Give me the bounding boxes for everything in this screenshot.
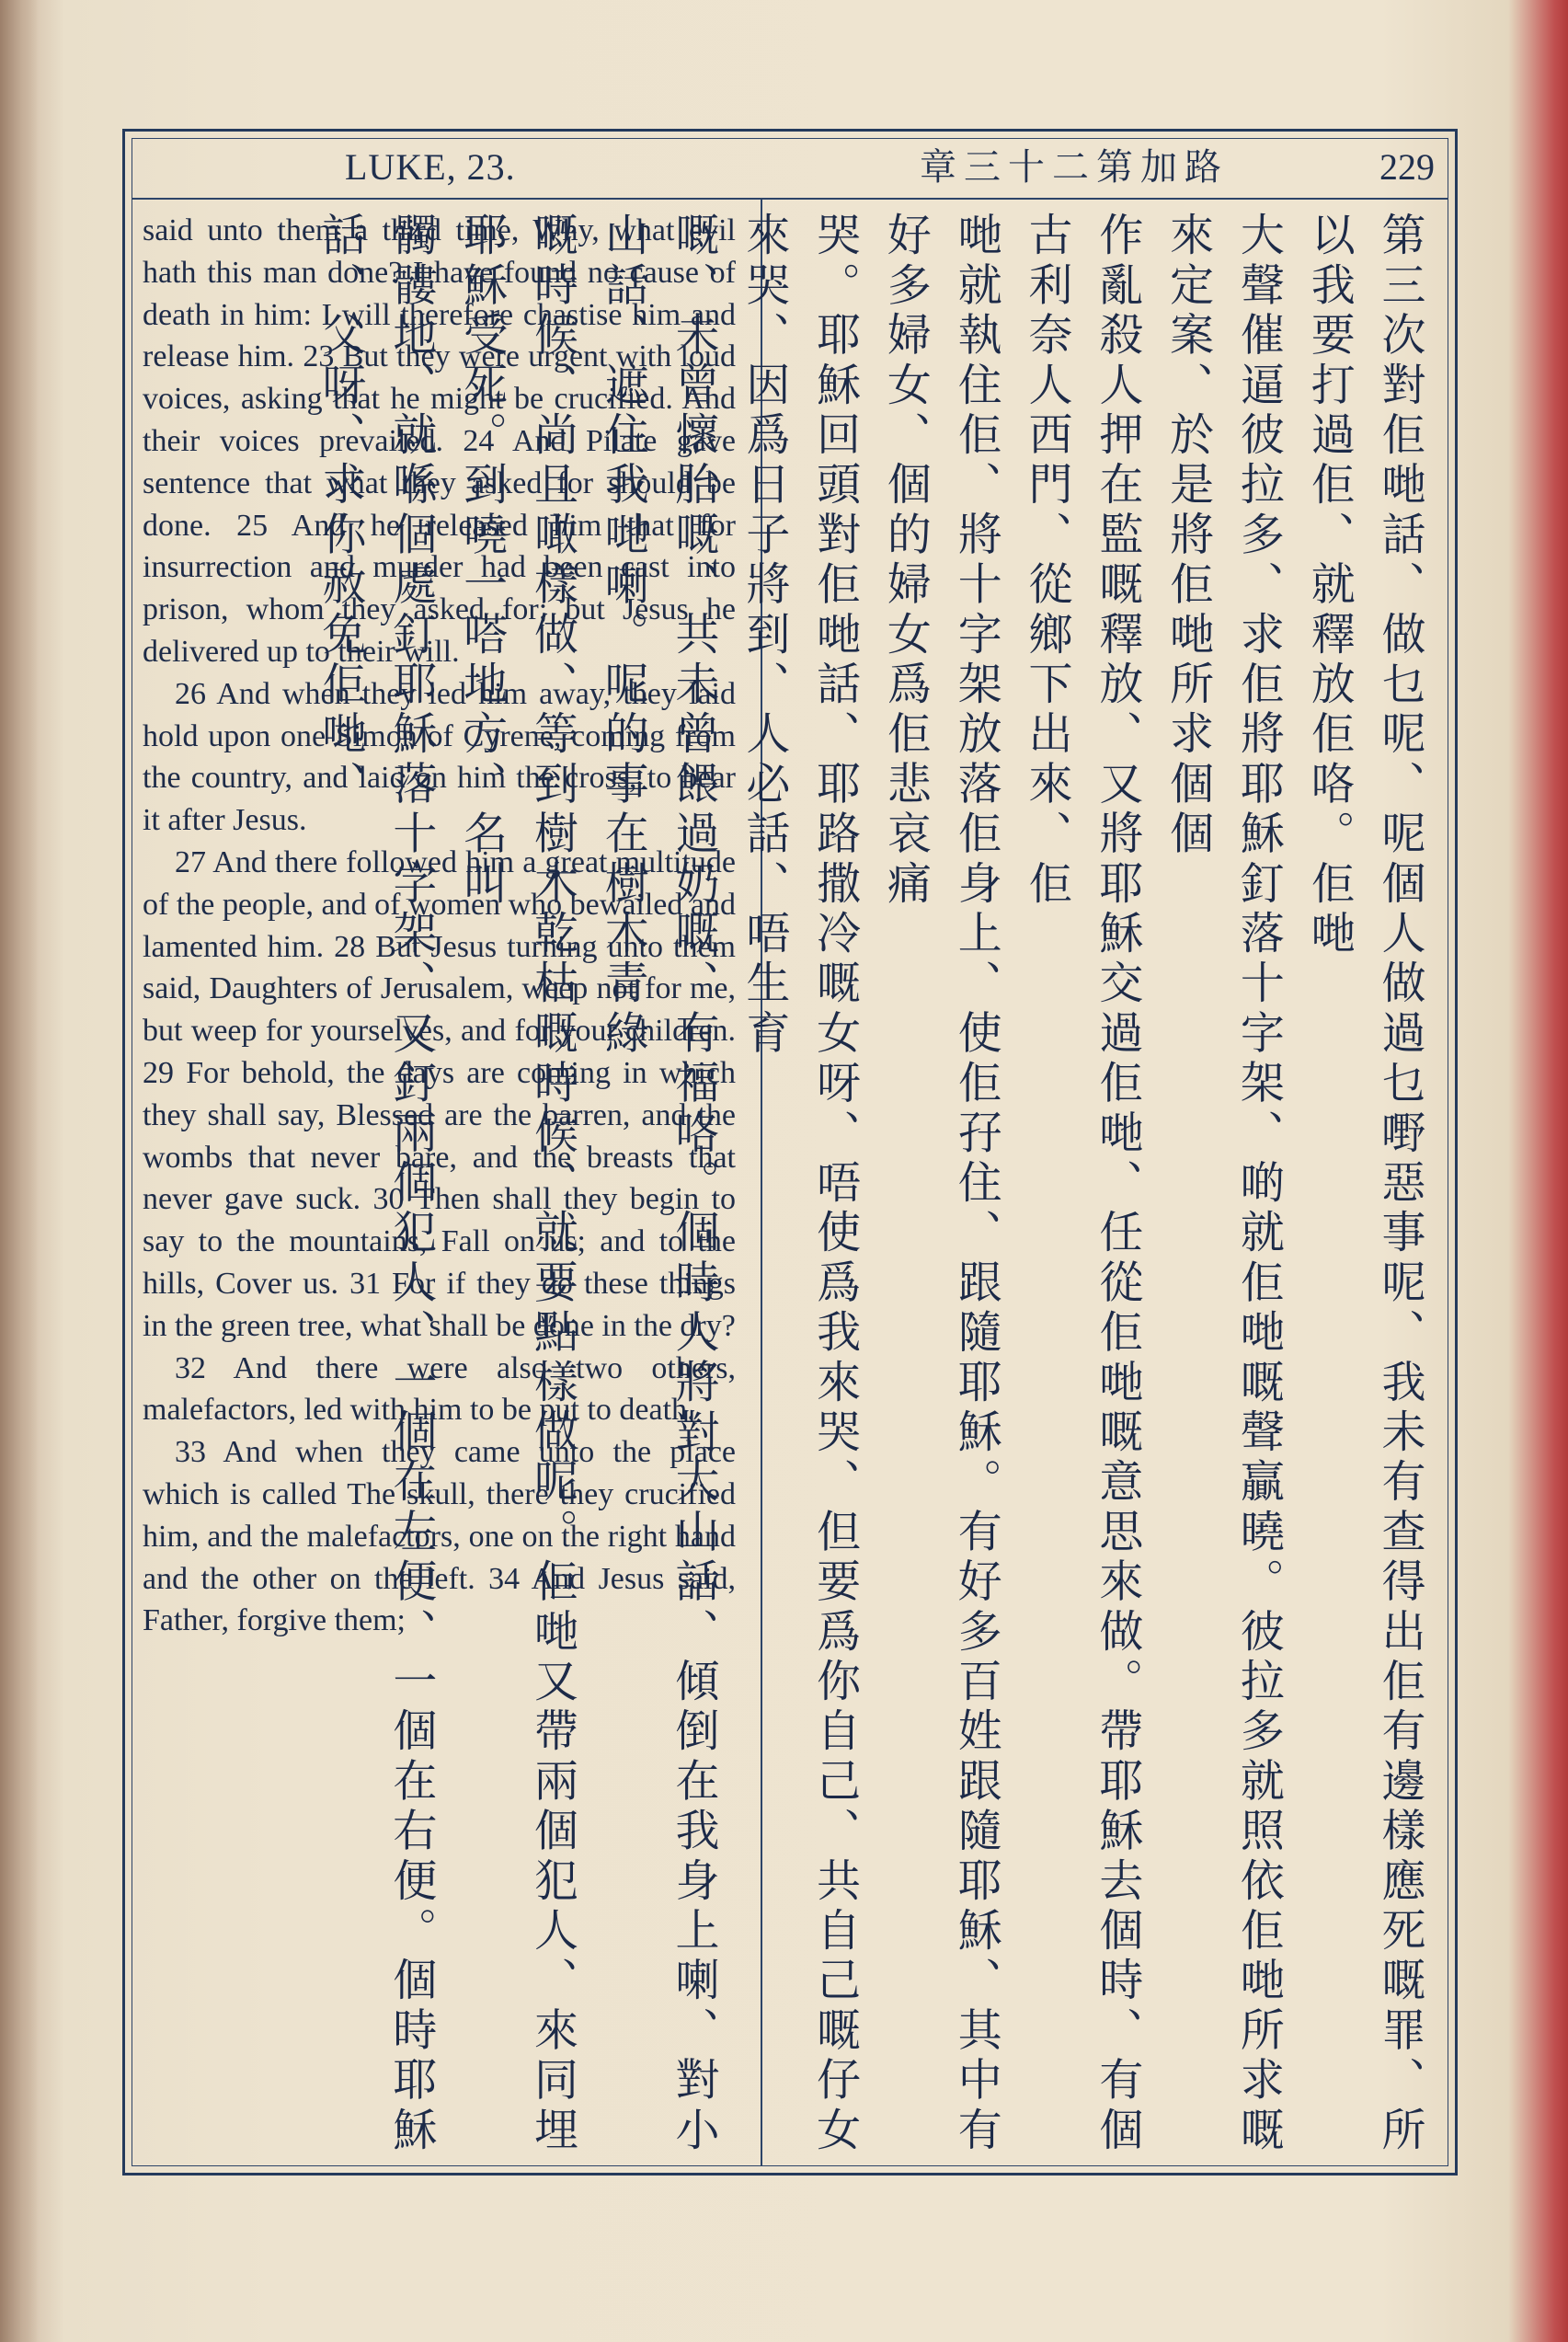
chinese-line: 第三次對佢哋話、做乜呢、呢個人做過乜嘢惡事呢、我未有查得出佢有邊樣應死嘅罪、所以我要打過佢、就釋放佢咯。佢哋 (1303, 212, 1425, 2156)
english-paragraph: said unto them a third time, Why, what evil hath this man done? I have found no cause of death in him: I will therefore chastise him and release him. 23 But they were urgent with loud voices, asking that he might be crucified. And their voices prevailed. 24 And Pilate gave sentence that what they asked for should be done. 25 And he released him that for insurrection and murder had been cast into prison, whom they asked for; but Jesus he delivered up to their will. (143, 213, 736, 669)
running-head-chinese: 章三十二第加路 (920, 146, 1229, 189)
chinese-line: 大聲催逼彼拉多、求佢將耶穌釘落十字架、啲就佢哋嘅聲贏曉。彼拉多就照依佢哋所求嘅來定案、於是將佢哋所求個個 (1162, 212, 1285, 2156)
chinese-line: 哭。耶穌回頭對佢哋話、耶路撒冷嘅女呀、唔使爲我來哭、但要爲你自己、共自己嘅仔女來哭、因爲日子將到、人必話、唔生育 (738, 212, 861, 2156)
chinese-line: 哋就執住佢、將十字架放落佢身上、使佢孖住、跟隨耶穌。有好多百姓跟隨耶穌、其中有好多婦女、個的婦女爲佢悲哀痛 (879, 212, 1002, 2156)
page-number: 229 (1379, 146, 1435, 188)
chinese-line: 嘅時候、尚且噉樣做、等到樹木乾枯嘅時候、就要點樣做呢。佢哋又帶兩個犯人、來同埋耶穌受死。到嘵一嗒地方、名叫 (455, 212, 578, 2156)
english-paragraph: 27 And there followed him a great multitude of the people, and of women who bewailed and lamented him. 28 But Jesus turning unto them said, Daughters of Jerusalem, weep not for me, but weep for yourselves, and for your children. 29 For behold, the days are coming in which they shall say, Blessed are the barren, and the wombs that never bare, and the breasts that never gave suck. 30 Then shall they begin to say to the mountains, Fall on us; and to the hills, Cover us. 31 For if they do these things in the green tree, what shall be done in the dry? (143, 844, 736, 1343)
english-paragraph: 26 And when they led him away, they laid hold upon one Simon of Cyrene, coming from the country, and laid on him the cross, to bear it after Jesus. (143, 676, 736, 838)
chinese-line: 髑髏地、就喺個處釘耶穌落十字架、又釘兩個犯人、一個在左便、一個在右便。個時耶穌話、父呀、求你赦免佢哋、 (315, 212, 437, 2156)
english-paragraph: 33 And when they came unto the place which is called The skull, there they crucified him, and the malefactors, one on the right hand and the other on the left. 34 And Jesus said, Father, forgive them; (143, 1435, 736, 1638)
binding-gutter (0, 0, 39, 2342)
chinese-line: 作亂殺人押在監嘅釋放、又將耶穌交過佢哋、任從佢哋嘅意思來做。帶耶穌去個時、有個古利奈人西門、從鄉下出來、佢 (1021, 212, 1143, 2156)
english-paragraph: 32 And there were also two others, malefactors, led with him to be put to death. (143, 1350, 736, 1428)
header-divider (132, 198, 1448, 200)
running-head-english: LUKE, 23. (345, 146, 516, 188)
chinese-line: 嘅、未曾懷胎嘅、共未曾餵過奶嘅、有福咯。個時人將對大山話、傾倒在我身上喇、對小山話、遮住我哋喇。呢的事在樹木青綠 (597, 212, 720, 2156)
